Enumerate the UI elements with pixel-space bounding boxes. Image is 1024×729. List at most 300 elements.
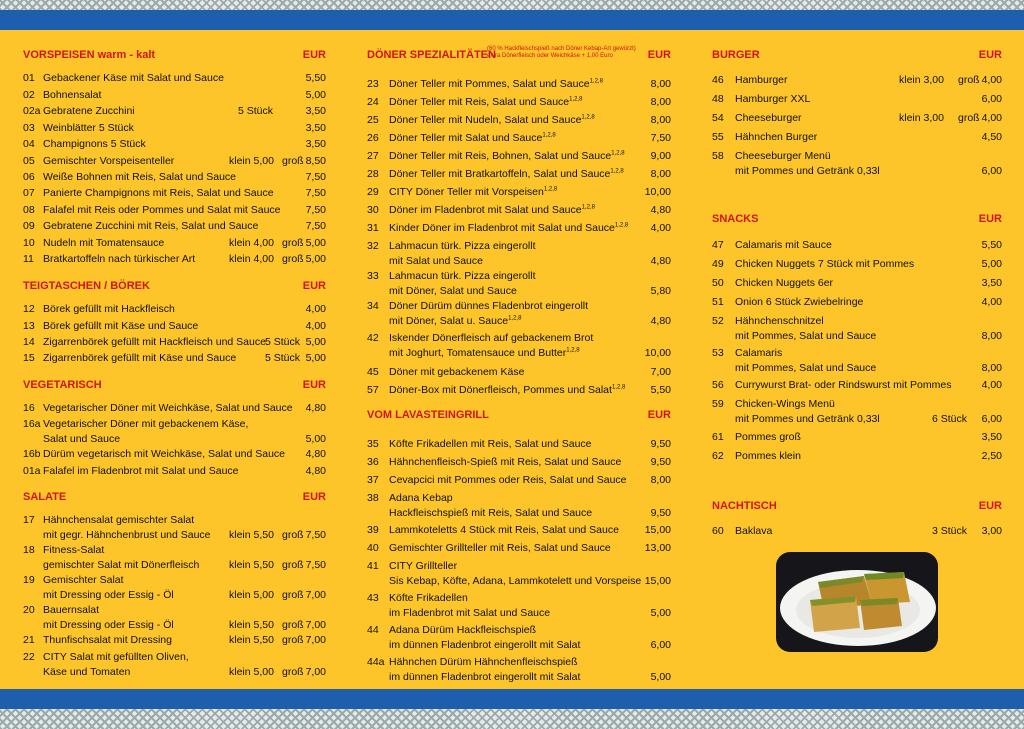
item-description: mit Pommes, Salat und Sauce [735, 362, 877, 374]
menu-item [367, 78, 671, 92]
item-name: Kinder Döner im Fladenbrot mit Salat und Sauce$^{1,2,8}$ [389, 222, 629, 234]
item-size-small: 6 Stück [932, 413, 968, 425]
item-number: 25 [367, 114, 379, 126]
menu-item [23, 105, 326, 119]
item-price: 3,50 [305, 138, 326, 150]
item-number: 52 [712, 315, 724, 327]
menu-item [712, 379, 1002, 393]
item-allergen-codes: 1,2,8 [589, 78, 603, 85]
item-number: 10 [23, 237, 35, 249]
item-number: 09 [23, 220, 35, 232]
item-number: 54 [712, 112, 724, 124]
doener-note: (60 % Hackfleischspieß nach Döner Kebap-Art gewürzt) extra Dönerfleisch oder Weichkäse + 1,00 Euro [487, 46, 636, 59]
item-number: 62 [712, 450, 724, 462]
item-price: 13,00 [644, 542, 671, 554]
item-price: 9,50 [650, 507, 671, 519]
menu-item [367, 114, 671, 128]
item-size-large: groß [282, 529, 304, 541]
item-name: Iskender Dönerfleisch auf gebackenem Brot [389, 332, 594, 344]
item-description: mit Döner, Salat und Sauce [389, 285, 517, 297]
item-price: 4,80 [305, 402, 326, 414]
item-price: 5,00 [305, 352, 326, 364]
item-number: 49 [712, 258, 724, 270]
item-number: 04 [23, 138, 35, 150]
item-price: 4,80 [650, 255, 671, 267]
item-number: 42 [367, 332, 379, 344]
item-price: 6,00 [650, 639, 671, 651]
item-price: 4,50 [981, 131, 1002, 143]
item-number: 06 [23, 171, 35, 183]
item-allergen-codes: 1,2,8 [610, 168, 624, 175]
item-name: Vegetarischer Döner mit Weichkäse, Salat und Sauce [43, 402, 293, 414]
salate-title: SALATE [23, 491, 67, 503]
item-number: 24 [367, 96, 379, 108]
item-number: 16b [23, 448, 41, 460]
item-name: Lahmacun türk. Pizza eingerollt [389, 240, 536, 252]
item-price: 7,50 [305, 220, 326, 232]
item-size-large: groß [282, 619, 304, 631]
item-number: 12 [23, 303, 35, 315]
menu-item [367, 186, 671, 200]
item-name: Baklava [735, 525, 773, 537]
item-price: 7,50 [305, 559, 326, 571]
menu-item [367, 542, 671, 556]
item-price: 4,80 [305, 448, 326, 460]
bottom-blue-stripe [0, 689, 1024, 709]
burger-section-heading [712, 49, 1002, 63]
item-number: 57 [367, 384, 379, 396]
item-size-large: groß [958, 112, 980, 124]
item-price: 9,00 [650, 150, 671, 162]
item-price: 6,00 [981, 93, 1002, 105]
doener-title: DÖNER SPEZIALITÄTEN [367, 49, 496, 61]
item-name: CITY Grillteller [389, 560, 458, 572]
lavastein-currency: EUR [647, 409, 671, 421]
menu-item [23, 402, 326, 416]
item-price: 8,00 [981, 330, 1002, 342]
item-allergen-codes: 1,2,8 [611, 384, 626, 391]
item-size-small: klein 5,00 [229, 155, 274, 167]
item-price: 8,00 [650, 78, 671, 90]
item-size-small: klein 5,50 [229, 529, 274, 541]
item-number: 60 [712, 525, 724, 537]
item-name: Hähnchen Burger [735, 131, 818, 143]
item-allergen-codes: 1,2,8 [614, 222, 629, 229]
item-price: 6,00 [981, 413, 1002, 425]
menu-item [23, 514, 326, 542]
menu-item [23, 352, 326, 366]
item-price: 5,00 [305, 433, 326, 445]
item-size-small: klein 3,00 [899, 112, 944, 124]
item-size-small: klein 5,50 [229, 634, 274, 646]
item-number: 55 [712, 131, 724, 143]
menu-item [23, 237, 326, 251]
item-price: 7,00 [650, 366, 671, 378]
item-name: Pommes groß [735, 431, 801, 443]
item-number: 20 [23, 604, 35, 616]
item-number: 61 [712, 431, 724, 443]
item-price: 7,50 [305, 204, 326, 216]
top-border-pattern [0, 0, 1024, 10]
salate-section-heading [23, 491, 326, 505]
item-price: 5,50 [650, 384, 671, 396]
item-name: Weinblätter 5 Stück [43, 122, 134, 134]
item-price: 4,00 [981, 74, 1002, 86]
item-price: 7,00 [305, 666, 326, 678]
item-number: 39 [367, 524, 379, 536]
item-size-large: groß [282, 589, 304, 601]
menu-item [23, 320, 326, 334]
item-number: 59 [712, 398, 724, 410]
menu-item [23, 204, 326, 218]
teigtaschen-currency: EUR [302, 280, 326, 292]
menu-item [712, 525, 1002, 539]
item-description: im dünnen Fladenbrot eingerollt mit Salat [389, 671, 581, 683]
item-name: Döner im Fladenbrot mit Salat und Sauce$^{1,2,8}$ [389, 204, 595, 216]
menu-item [712, 398, 1002, 426]
menu-item [23, 253, 326, 267]
menu-item [712, 239, 1002, 253]
item-number: 03 [23, 122, 35, 134]
item-price: 4,80 [650, 315, 671, 327]
item-price: 7,00 [305, 634, 326, 646]
item-name: Hamburger [735, 74, 788, 86]
menu-item [712, 131, 1002, 145]
menu-item [23, 171, 326, 185]
item-number: 11 [23, 253, 34, 265]
item-number: 30 [367, 204, 379, 216]
item-number: 13 [23, 320, 35, 332]
item-number: 17 [23, 514, 35, 526]
item-price: 7,50 [305, 529, 326, 541]
item-number: 29 [367, 186, 379, 198]
item-price: 5,80 [650, 285, 671, 297]
menu-item [712, 431, 1002, 445]
teigtaschen-section-heading [23, 280, 326, 294]
item-number: 21 [23, 634, 35, 646]
salate-currency: EUR [302, 491, 326, 503]
item-name: Döner-Box mit Dönerfleisch, Pommes und Salat$^{1,2,8}$ [389, 384, 626, 396]
vegetarisch-section-heading [23, 379, 326, 393]
menu-item [23, 465, 326, 479]
item-price: 6,00 [981, 165, 1002, 177]
menu-item [367, 168, 671, 182]
menu-item [712, 296, 1002, 310]
item-allergen-codes: 1,2,8 [543, 186, 558, 193]
item-price: 10,00 [644, 186, 671, 198]
item-number: 50 [712, 277, 724, 289]
item-name: Börek gefüllt mit Hackfleisch [43, 303, 175, 315]
item-name: Chicken Nuggets 6er [735, 277, 834, 289]
item-allergen-codes: 1,2,8 [569, 96, 583, 103]
item-number: 41 [367, 560, 379, 572]
baklava-photo [776, 552, 938, 652]
menu-item [23, 220, 326, 234]
item-name: Pommes klein [735, 450, 801, 462]
item-allergen-codes: 1,2,8 [611, 150, 625, 157]
item-name: Chicken-Wings Menü [735, 398, 835, 410]
item-size-small: klein 4,00 [229, 253, 274, 265]
doener-section-heading [367, 46, 671, 63]
item-name: Lammkoteletts 4 Stück mit Reis, Salat und Sauce [389, 524, 619, 536]
item-name: Börek gefüllt mit Käse und Sauce [43, 320, 199, 332]
item-size-large: groß [282, 237, 304, 249]
item-description: Salat und Sauce [43, 433, 121, 445]
item-price: 7,00 [305, 619, 326, 631]
item-price: 4,00 [650, 222, 671, 234]
menu-item [23, 651, 326, 679]
item-number: 36 [367, 456, 379, 468]
item-name: Dürüm vegetarisch mit Weichkäse, Salat und Sauce [43, 448, 286, 460]
menu-item [367, 384, 671, 398]
item-number: 18 [23, 544, 35, 556]
item-price: 4,80 [305, 465, 326, 477]
item-description: gemischter Salat mit Dönerfleisch [43, 559, 200, 571]
item-number: 02a [23, 105, 41, 117]
item-allergen-codes: 1,2,8 [542, 132, 556, 139]
item-size-small: 5 Stück [265, 336, 301, 348]
menu-item [23, 122, 326, 136]
item-name: Döner Teller mit Reis, Bohnen, Salat und Sauce$^{1,2,8}$ [389, 150, 625, 162]
item-size-small: 5 Stück [265, 352, 301, 364]
item-name: Cevapcici mit Pommes oder Reis, Salat und Sauce [389, 474, 627, 486]
vorspeisen-section-heading [23, 49, 326, 63]
item-price: 5,00 [305, 89, 326, 101]
item-number: 26 [367, 132, 379, 144]
nachtisch-currency: EUR [978, 500, 1002, 512]
item-description: Sis Kebap, Köfte, Adana, Lammkotelett und Vorspeise [389, 575, 642, 587]
item-number: 44a [367, 656, 385, 668]
item-price: 5,50 [305, 72, 326, 84]
item-name: Weiße Bohnen mit Reis, Salat und Sauce [43, 171, 236, 183]
menu-item [23, 72, 326, 86]
item-name: Adana Dürüm Hackfleischspieß [389, 624, 537, 636]
menu-item [367, 492, 671, 520]
item-price: 7,50 [650, 132, 671, 144]
item-size-large: groß [282, 253, 304, 265]
item-number: 51 [712, 296, 724, 308]
item-size-small: klein 5,00 [229, 589, 274, 601]
nachtisch-title: NACHTISCH [712, 500, 777, 512]
menu-item [23, 448, 326, 462]
menu-item [712, 277, 1002, 291]
item-price: 5,00 [981, 258, 1002, 270]
menu-item [367, 270, 671, 298]
item-number: 16 [23, 402, 35, 414]
item-price: 4,80 [650, 204, 671, 216]
item-size-large: groß [282, 559, 304, 571]
menu-item [367, 96, 671, 110]
item-price: 3,50 [981, 431, 1002, 443]
item-number: 27 [367, 150, 379, 162]
menu-item [712, 450, 1002, 464]
teigtaschen-title: TEIGTASCHEN / BÖREK [23, 280, 150, 292]
item-allergen-codes: 1,2,8 [566, 347, 580, 354]
item-price: 9,50 [650, 456, 671, 468]
item-name: Lahmacun türk. Pizza eingerollt [389, 270, 536, 282]
item-number: 48 [712, 93, 724, 105]
item-number: 19 [23, 574, 35, 586]
lavastein-section-heading [367, 409, 671, 423]
menu-item [23, 336, 326, 350]
bottom-border-pattern [0, 709, 1024, 729]
menu-item [367, 300, 671, 328]
menu-item [23, 89, 326, 103]
item-description: mit Dressing oder Essig - Öl [43, 619, 174, 631]
item-name: Falafel mit Reis oder Pommes und Salat mit Sauce [43, 204, 281, 216]
menu-item [23, 544, 326, 572]
item-name: CITY Salat mit gefüllten Oliven, [43, 651, 189, 663]
item-number: 01a [23, 465, 41, 477]
item-number: 31 [367, 222, 379, 234]
menu-item [23, 574, 326, 602]
item-price: 3,50 [305, 122, 326, 134]
item-price: 2,50 [981, 450, 1002, 462]
item-price: 5,00 [305, 237, 326, 249]
item-name: Nudeln mit Tomatensauce [43, 237, 165, 249]
menu-item [712, 150, 1002, 178]
menu-item [367, 332, 671, 360]
item-description: mit Pommes, Salat und Sauce [735, 330, 877, 342]
menu-item [367, 132, 671, 146]
item-price: 9,50 [650, 438, 671, 450]
item-size-small: 3 Stück [932, 525, 968, 537]
item-name: Chicken Nuggets 7 Stück mit Pommes [735, 258, 915, 270]
item-name: Hähnchenschnitzel [735, 315, 824, 327]
item-name: Onion 6 Stück Zwiebelringe [735, 296, 864, 308]
item-number: 40 [367, 542, 379, 554]
item-number: 28 [367, 168, 379, 180]
item-name: Köfte Frikadellen [389, 592, 468, 604]
item-number: 38 [367, 492, 379, 504]
item-description: Hackfleischspieß mit Reis, Salat und Sauce [389, 507, 593, 519]
menu-item [23, 187, 326, 201]
doener-currency: EUR [647, 49, 671, 61]
item-number: 14 [23, 336, 35, 348]
item-price: 4,00 [305, 303, 326, 315]
item-price: 8,00 [650, 168, 671, 180]
burger-title: BURGER [712, 49, 760, 61]
item-price: 7,50 [305, 187, 326, 199]
item-number: 01 [23, 72, 35, 84]
item-name: Fitness-Salat [43, 544, 105, 556]
item-size-small: 5 Stück [238, 105, 274, 117]
item-number: 32 [367, 240, 379, 252]
item-number: 53 [712, 347, 724, 359]
item-size-large: groß [958, 74, 980, 86]
item-number: 47 [712, 239, 724, 251]
item-name: Döner Teller mit Salat und Sauce$^{1,2,8}$ [389, 132, 556, 144]
item-description: Käse und Tomaten [43, 666, 131, 678]
menu-item [367, 524, 671, 538]
item-size-small: klein 5,50 [229, 559, 274, 571]
item-description: mit Pommes und Getränk 0,33l [735, 165, 880, 177]
item-name: Gebackener Käse mit Salat und Sauce [43, 72, 224, 84]
menu-item [367, 222, 671, 236]
menu-item [367, 592, 671, 620]
menu-item [367, 474, 671, 488]
menu-item [367, 438, 671, 452]
menu-item [712, 112, 1002, 126]
item-price: 5,00 [305, 336, 326, 348]
item-description: mit Dressing oder Essig - Öl [43, 589, 174, 601]
item-name: Thunfischsalat mit Dressing [43, 634, 172, 646]
menu-item [712, 74, 1002, 88]
menu-item [367, 366, 671, 380]
item-price: 8,00 [650, 474, 671, 486]
menu-item [712, 258, 1002, 272]
item-number: 35 [367, 438, 379, 450]
menu-item [23, 138, 326, 152]
item-name: CITY Döner Teller mit Vorspeisen$^{1,2,8}$ [389, 186, 558, 198]
item-description: im Fladenbrot mit Salat und Sauce [389, 607, 551, 619]
item-name: Döner mit gebackenem Käse [389, 366, 525, 378]
menu-item [23, 604, 326, 632]
vorspeisen-title: VORSPEISEN warm - kalt [23, 49, 156, 61]
vegetarisch-title: VEGETARISCH [23, 379, 102, 391]
item-price: 3,00 [981, 525, 1002, 537]
item-name: Döner Teller mit Bratkartoffeln, Salat und Sauce$^{1,2,8}$ [389, 168, 624, 180]
item-price: 15,00 [644, 575, 671, 587]
item-number: 05 [23, 155, 35, 167]
item-name: Hamburger XXL [735, 93, 811, 105]
item-price: 3,50 [981, 277, 1002, 289]
item-name: Bratkartoffeln nach türkischer Art [43, 253, 196, 265]
item-name: Döner Teller mit Pommes, Salat und Sauce$^{1,2,8}$ [389, 78, 603, 90]
item-price: 5,00 [650, 607, 671, 619]
item-name: Zigarrenbörek gefüllt mit Käse und Sauce [43, 352, 237, 364]
item-name: Döner Dürüm dünnes Fladenbrot eingerollt [389, 300, 589, 312]
item-number: 45 [367, 366, 379, 378]
snacks-section-heading [712, 213, 1002, 227]
item-name: Gebratene Zucchini [43, 105, 135, 117]
menu-item [367, 204, 671, 218]
menu-item [712, 347, 1002, 375]
item-number: 37 [367, 474, 379, 486]
item-price: 4,00 [305, 320, 326, 332]
item-name: Köfte Frikadellen mit Reis, Salat und Sauce [389, 438, 592, 450]
item-price: 15,00 [644, 524, 671, 536]
item-price: 5,00 [650, 671, 671, 683]
item-name: Döner Teller mit Reis, Salat und Sauce$^{1,2,8}$ [389, 96, 583, 108]
item-name: Zigarrenbörek gefüllt mit Hackfleisch und Sauce [43, 336, 266, 348]
top-blue-stripe [0, 10, 1024, 30]
item-price: 4,00 [981, 379, 1002, 391]
item-name: Calamaris [735, 347, 783, 359]
item-number: 22 [23, 651, 35, 663]
item-name: Gemischter Vorspeisenteller [43, 155, 175, 167]
item-allergen-codes: 1,2,8 [508, 315, 522, 322]
vegetarisch-currency: EUR [302, 379, 326, 391]
menu-item [367, 624, 671, 652]
item-number: 15 [23, 352, 35, 364]
item-number: 23 [367, 78, 379, 90]
menu-item [712, 93, 1002, 107]
item-price: 10,00 [644, 347, 671, 359]
item-price: 5,00 [305, 253, 326, 265]
menu-item [23, 418, 326, 446]
item-name: Gebratene Zucchini mit Reis, Salat und Sauce [43, 220, 259, 232]
item-number: 44 [367, 624, 379, 636]
item-description: mit Joghurt, Tomatensauce und Butter$^{1,2,8}$ [389, 347, 580, 359]
item-name: Panierte Champignons mit Reis, Salat und Sauce [43, 187, 274, 199]
item-name: Bohnensalat [43, 89, 102, 101]
burger-currency: EUR [978, 49, 1002, 61]
item-size-large: groß [282, 666, 304, 678]
item-price: 5,50 [981, 239, 1002, 251]
menu-item [23, 155, 326, 169]
item-number: 33 [367, 270, 379, 282]
